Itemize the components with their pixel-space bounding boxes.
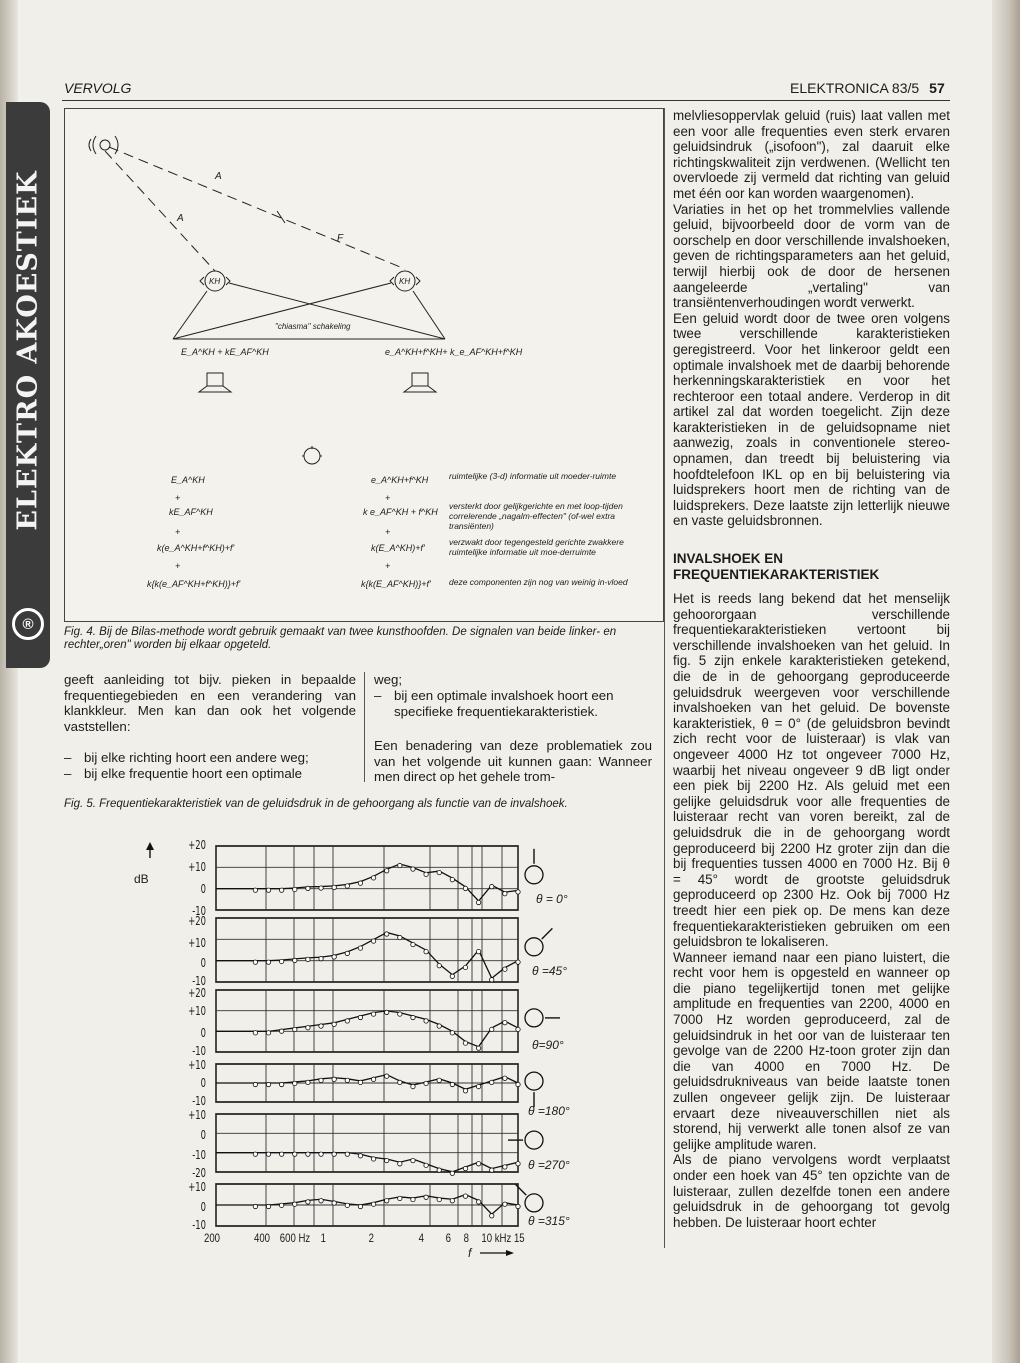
measurement-point — [279, 959, 283, 963]
measurement-point — [411, 867, 415, 871]
head-direction-icon — [525, 1194, 543, 1212]
right-term-7: k{k(E_AF^KH)}+f' — [361, 579, 431, 589]
speaker-left — [207, 373, 223, 386]
measurement-point — [437, 1078, 441, 1082]
measurement-point — [490, 978, 494, 982]
y-tick: 0 — [200, 1200, 206, 1214]
measurement-point — [306, 1080, 310, 1084]
y-tick: 0 — [200, 882, 206, 896]
body-paragraph-2: Een benadering van deze problematiek zou van het volgende uit kunnen gaan: Wanneer men direct op het gehele trom- — [374, 738, 652, 784]
measurement-point — [319, 886, 323, 890]
measurement-point — [384, 932, 388, 936]
measurement-point — [358, 1204, 362, 1208]
measurement-point — [516, 960, 520, 964]
measurement-point — [516, 1162, 520, 1166]
measurement-point — [490, 1027, 494, 1031]
panel-frame — [216, 1114, 518, 1172]
measurement-point — [516, 1204, 520, 1208]
measurement-point — [503, 891, 507, 895]
x-tick: 8 — [463, 1231, 470, 1245]
right-term-6: + — [385, 561, 391, 571]
measurement-point — [345, 1078, 349, 1082]
measurement-point — [345, 1203, 349, 1207]
measurement-point — [384, 1158, 388, 1162]
measurement-point — [358, 881, 362, 885]
running-header-left: VERVOLG — [64, 80, 132, 96]
label-chiasma: "chiasma" schakeling — [275, 322, 351, 331]
y-tick: 0 — [200, 956, 206, 970]
measurement-point — [306, 1200, 310, 1204]
measurement-point — [437, 870, 441, 874]
measurement-point — [266, 1082, 270, 1086]
measurement-point — [293, 887, 297, 891]
measurement-point — [358, 1080, 362, 1084]
measurement-point — [476, 1046, 480, 1050]
measurement-point — [253, 1031, 257, 1035]
label-a-2: A — [177, 213, 184, 224]
measurement-point — [345, 1019, 349, 1023]
measurement-point — [384, 1199, 388, 1203]
left-term-1: E_A^KH — [171, 475, 205, 485]
note-1: ruimtelijke (3-d) informatie uit moeder-ruimte — [449, 471, 617, 481]
measurement-point — [450, 1199, 454, 1203]
label-f: F — [337, 233, 344, 244]
y-tick: 0 — [200, 1026, 206, 1040]
measurement-point — [319, 1152, 323, 1156]
measurement-point — [463, 1089, 467, 1093]
measurement-point — [332, 1152, 336, 1156]
measurement-point — [503, 1202, 507, 1206]
y-tick: -10 — [192, 1094, 206, 1108]
right-column — [673, 108, 950, 1230]
x-tick: 4 — [418, 1231, 425, 1245]
figure-5 — [130, 828, 600, 1266]
measurement-point — [490, 884, 494, 888]
measurement-point — [424, 1081, 428, 1085]
measurement-point — [463, 1194, 467, 1198]
measurement-point — [319, 1078, 323, 1082]
column-rule-small — [364, 672, 365, 782]
measurement-point — [306, 1026, 310, 1030]
measurement-point — [437, 963, 441, 967]
y-tick: +20 — [188, 914, 206, 928]
measurement-point — [358, 1154, 362, 1158]
measurement-point — [411, 1015, 415, 1019]
measurement-point — [266, 1204, 270, 1208]
measurement-point — [332, 1077, 336, 1081]
measurement-point — [371, 939, 375, 943]
measurement-point — [450, 1031, 454, 1035]
publisher-logo-icon: ® — [12, 608, 44, 640]
measurement-point — [490, 1080, 494, 1084]
note-2: versterkt door gelijkgerichte en met loop-tijden correlerende „nagalm-effecten" (of-wel extra transiënten) — [449, 501, 623, 531]
measurement-point — [266, 960, 270, 964]
measurement-point — [293, 1027, 297, 1031]
measurement-point — [371, 1012, 375, 1016]
figure-4-caption: Fig. 4. Bij de Bilas-methode wordt gebruik gemaakt van twee kunsthoofden. De signalen van beide linker- en rechter„oren" worden bij elkaar opgeteld. — [64, 626, 617, 651]
right-paragraph-1: melvliesoppervlak geluid (ruis) laat vallen met een voor alle frequenties even sterk ervaren geluidsindruk („isofoon"), zal daaruit elke richtingskwaliteit zijn verdwenen. (Wellicht ten overvloede zij vermeld dat richting van geluid met één oor kan worden waargenomen). — [673, 108, 950, 201]
head-direction-icon — [525, 1009, 543, 1027]
measurement-point — [293, 1081, 297, 1085]
y-tick: -20 — [192, 1166, 206, 1180]
response-curve — [216, 1153, 518, 1172]
measurement-point — [424, 1163, 428, 1167]
measurement-point — [266, 1031, 270, 1035]
right-paragraph-4: Het is reeds lang bekend dat het menselijk gehoororgaan verschillende frequentiekarakteristieken vertoont bij verschillende invalshoeken van het geluid. In fig. 5 zijn enkele karakteristieken getekend, die de in de gehoorgang geproduceerde geluidsdruk weergeven voor verschillende invalshoeken van het geluid. De bovenste karakteristiek, θ = 0° (de geluidsbron bevindt zich recht voor de luisteraar) is vlak van ongeveer 4000 Hz tot ongeveer 7000 Hz, waarbij het niveau ongeveer 9 dB ligt onder een piek bij 2200 Hz. Als geluid met een gelijke geluidsdruk voor alle frequenties de luisteraar recht van voren bereikt, zal de geluidsdruk die in de gehoorgang wordt geproduceerd bij 2200 Hz groter zijn dan die bij frequenties tussen 4000 en 7000 Hz. Bij θ = 45° wordt de grootste geluidsdruk geproduceerd op 2300 Hz. Ook bij 7000 Hz treedt hier een piek op. De mens kan deze frequentiekarakteristieken gebruiken om een geluidsbron te lokaliseren. — [673, 591, 950, 950]
measurement-point — [279, 1082, 283, 1086]
note-4: deze componenten zijn nog van weinig in-vloed — [449, 577, 628, 587]
response-curve — [216, 864, 518, 901]
measurement-point — [345, 951, 349, 955]
bullet-list-left — [64, 750, 356, 781]
right-paragraph-2: Variaties in het op het trommelvlies vallende geluid, bijvoorbeeld door de vorm van de oorschelp en door verschillende invalshoeken, geven de richtingsparameters aan het geluid, terwijl hierbij ook de door de hersenen aangeleerde „vertaling" van transiëntenverhoudingen wordt verwerkt. — [673, 201, 950, 311]
measurement-point — [411, 1158, 415, 1162]
measurement-point — [279, 1152, 283, 1156]
y-tick: +10 — [188, 1108, 206, 1122]
formula-right: e_A^KH+f^KH+ k_e_AF^KH+f^KH — [385, 347, 523, 357]
left-term-7: k{k(e_AF^KH+f^KH)}+f' — [147, 579, 241, 589]
bullet-item: – bij een optimale invalshoek hoort een specifieke frequentiekarakteristiek. — [374, 688, 614, 719]
right-term-1: e_A^KH+f^KH — [371, 475, 429, 485]
figure-5-caption: Fig. 5. Frequentiekarakteristiek van de geluidsdruk in de gehoorgang als functie van de invalshoek. — [64, 798, 568, 810]
measurement-point — [463, 965, 467, 969]
panel-frame — [216, 846, 518, 910]
x-tick: 1 — [320, 1231, 327, 1245]
measurement-point — [266, 1152, 270, 1156]
measurement-point — [398, 1080, 402, 1084]
measurement-point — [490, 1168, 494, 1172]
y-tick: -10 — [192, 974, 206, 988]
x-tick: 600 Hz — [279, 1231, 311, 1245]
measurement-point — [503, 967, 507, 971]
theta-label: θ =180° — [528, 1104, 570, 1118]
figure-4 — [64, 108, 664, 622]
measurement-point — [411, 942, 415, 946]
measurement-point — [424, 949, 428, 953]
response-curve — [216, 1011, 518, 1047]
measurement-point — [437, 1197, 441, 1201]
measurement-point — [411, 1084, 415, 1088]
theta-label: θ =270° — [528, 1158, 570, 1172]
measurement-point — [332, 1201, 336, 1205]
y-tick: +10 — [188, 1004, 206, 1018]
measurement-point — [293, 1202, 297, 1206]
left-term-5: k(e_A^KH+f^KH)+f' — [157, 543, 235, 553]
measurement-point — [411, 1197, 415, 1201]
label-kh-left: KH — [209, 277, 221, 286]
measurement-point — [398, 1162, 402, 1166]
head-direction-icon — [525, 1131, 543, 1149]
right-term-3: k e_AF^KH + f^KH — [363, 507, 438, 517]
x-tick: 10 kHz 15 — [481, 1231, 525, 1245]
measurement-point — [450, 877, 454, 881]
response-curve — [216, 1075, 518, 1090]
y-axis-arrowhead-icon — [146, 842, 154, 850]
measurement-point — [253, 960, 257, 964]
measurement-point — [476, 1162, 480, 1166]
measurement-point — [279, 1203, 283, 1207]
label-a-1: A — [215, 171, 222, 182]
measurement-point — [319, 1024, 323, 1028]
measurement-point — [476, 1200, 480, 1204]
measurement-point — [398, 935, 402, 939]
right-term-2: + — [385, 493, 391, 503]
listener-head — [304, 448, 320, 464]
theta-label: θ = 0° — [536, 892, 568, 906]
continuation-text: weg; — [374, 672, 403, 687]
column-rule — [664, 108, 665, 1248]
measurement-point — [253, 1152, 257, 1156]
measurement-point — [437, 1024, 441, 1028]
sound-source — [100, 140, 110, 150]
page-edge — [992, 0, 1020, 1363]
x-tick: 6 — [445, 1231, 452, 1245]
measurement-point — [279, 888, 283, 892]
right-paragraph-6: Als de piano vervolgens wordt verplaatst onder een hoek van 45° ten opzichte van de luisteraar, zullen dezelfde tonen een andere geluidsdruk in de gehoorgang tot gevolg hebben. De luisteraar hoort echter — [673, 1152, 950, 1230]
y-tick: 0 — [200, 1128, 206, 1142]
measurement-point — [371, 1077, 375, 1081]
left-term-3: kE_AF^KH — [169, 507, 213, 517]
section-tab-label-wrap — [6, 110, 50, 590]
y-tick: +10 — [188, 1180, 206, 1194]
measurement-point — [463, 886, 467, 890]
measurement-point — [332, 885, 336, 889]
measurement-point — [463, 1166, 467, 1170]
head-direction-icon — [525, 1072, 543, 1090]
panel-frame — [216, 990, 518, 1052]
path-to-right-ear — [109, 147, 405, 269]
y-tick: -10 — [192, 1044, 206, 1058]
body-paragraph-1: geeft aanleiding tot bijv. pieken in bepaalde frequentiegebieden en een verandering van klankkleur. Men kan dan ook het volgende vaststellen: — [64, 672, 356, 734]
measurement-point — [476, 900, 480, 904]
measurement-point — [293, 958, 297, 962]
measurement-point — [332, 955, 336, 959]
head-direction-icon — [525, 866, 543, 884]
y-tick: -10 — [192, 1218, 206, 1232]
running-header-right — [790, 80, 945, 96]
measurement-point — [358, 1015, 362, 1019]
measurement-point — [306, 886, 310, 890]
measurement-point — [319, 956, 323, 960]
right-paragraph-3: Een geluid wordt door de twee oren volgens twee verschillende karakteristieken geregistreerd. Voor het linkeroor geldt een optimale invalshoek met de daarbij behorende herkenningskarakteristiek en voor het rechteroor een totaal andere. Verderop in dit artikel zal dat worden toegelicht. Zijn deze karakteristieken in de geluidsopname niet aanwezig, zoals in conventionele stereo-opnamen, dan treedt bij beluistering via hoofdtelefoon IKL op en bij beluistering via luidsprekers hoort men de richting van de luidsprekers. Deze laatste zijn letterlijk nieuwe en vaste geluidsbronnen. — [673, 310, 950, 529]
measurement-point — [437, 1168, 441, 1172]
theta-label: θ=90° — [532, 1038, 564, 1052]
theta-label: θ =315° — [528, 1214, 570, 1228]
measurement-point — [490, 1214, 494, 1218]
x-tick: 200 — [204, 1231, 221, 1245]
measurement-point — [306, 957, 310, 961]
measurement-point — [516, 1027, 520, 1031]
left-term-6: + — [175, 561, 181, 571]
measurement-point — [398, 1012, 402, 1016]
left-term-2: + — [175, 493, 181, 503]
y-tick: +10 — [188, 1058, 206, 1072]
note-3: verzwakt door tegengesteld gerichte zwakkere ruimtelijke informatie uit moe-derruimte — [449, 537, 624, 557]
measurement-point — [319, 1199, 323, 1203]
speaker-right — [412, 373, 428, 386]
x-tick: 400 — [254, 1231, 271, 1245]
y-tick: +10 — [188, 860, 206, 874]
right-term-4: + — [385, 527, 391, 537]
measurement-point — [424, 872, 428, 876]
bullet-list-right — [374, 688, 652, 719]
y-tick: -10 — [192, 904, 206, 918]
bullet-item: – bij elke frequentie hoort een optimale — [64, 765, 303, 781]
right-term-5: k(E_A^KH)+f' — [371, 543, 425, 553]
y-tick: -10 — [192, 1148, 206, 1162]
path-to-left-ear — [105, 151, 215, 271]
measurement-point — [476, 949, 480, 953]
section-heading: INVALSHOEK EN FREQUENTIEKARAKTERISTIEK — [673, 551, 880, 583]
response-curve — [216, 1195, 518, 1215]
bullet-item: – bij elke richting hoort een andere weg; — [64, 750, 309, 765]
section-tab-label: ELEKTRO AKOESTIEK — [12, 169, 44, 531]
measurement-point — [345, 1152, 349, 1156]
measurement-point — [253, 888, 257, 892]
header-rule — [62, 100, 950, 101]
measurement-point — [253, 1204, 257, 1208]
incidence-arrow-icon — [542, 928, 553, 939]
y-axis-unit: dB — [134, 872, 149, 886]
head-direction-icon — [525, 938, 543, 956]
measurement-point — [293, 1152, 297, 1156]
x-axis-label: f — [468, 1246, 472, 1260]
measurement-point — [450, 1082, 454, 1086]
label-kh-right: KH — [399, 277, 411, 286]
x-tick: 2 — [368, 1231, 375, 1245]
x-axis-arrowhead-icon — [506, 1250, 514, 1256]
measurement-point — [384, 869, 388, 873]
measurement-point — [424, 1195, 428, 1199]
measurement-point — [463, 1041, 467, 1045]
measurement-point — [358, 946, 362, 950]
right-paragraph-5: Wanneer iemand naar een piano luistert, die recht voor hem is opgesteld en wanneer op die piano tegelijkertijd tonen met gelijke amplitude en frequenties van 2200, 4000 en 7000 Hz worden geproduceerd, zal de geluidsindruk in het oor van de luisteraar ten gevolge van de 2200 Hz-toon groter zijn dan die van 4000 en 7000 Hz. De geluidsdrukniveaus van beide laatste tonen zullen ongeveer gelijk zijn. De luisteraar ervaart deze niveauverschillen niet als storend, hij verwerkt alle tonen alsof ze van gelijke amplitude waren. — [673, 949, 950, 1152]
y-tick: +10 — [188, 936, 206, 950]
measurement-point — [371, 876, 375, 880]
measurement-point — [450, 974, 454, 978]
measurement-point — [424, 1019, 428, 1023]
measurement-point — [503, 1165, 507, 1169]
measurement-point — [398, 863, 402, 867]
y-tick: 0 — [200, 1076, 206, 1090]
measurement-point — [279, 1029, 283, 1033]
measurement-point — [384, 1010, 388, 1014]
theta-label: θ =45° — [532, 964, 567, 978]
measurement-point — [371, 1202, 375, 1206]
measurement-point — [332, 1022, 336, 1026]
page-number: 57 — [929, 80, 945, 96]
measurement-point — [253, 1082, 257, 1086]
y-tick: +20 — [188, 838, 206, 852]
measurement-point — [345, 884, 349, 888]
measurement-point — [384, 1074, 388, 1078]
measurement-point — [266, 888, 270, 892]
measurement-point — [503, 1076, 507, 1080]
y-tick: +20 — [188, 986, 206, 1000]
left-term-4: + — [175, 527, 181, 537]
measurement-point — [516, 890, 520, 894]
measurement-point — [306, 1152, 310, 1156]
measurement-point — [516, 1082, 520, 1086]
measurement-point — [398, 1196, 402, 1200]
measurement-point — [476, 1084, 480, 1088]
measurement-point — [450, 1171, 454, 1175]
sound-source-waves — [89, 136, 118, 154]
journal-issue: ELEKTRONICA 83/5 — [790, 80, 920, 96]
panel-frame — [216, 918, 518, 982]
measurement-point — [503, 1020, 507, 1024]
measurement-point — [371, 1157, 375, 1161]
formula-left: E_A^KH + kE_AF^KH — [181, 347, 269, 357]
